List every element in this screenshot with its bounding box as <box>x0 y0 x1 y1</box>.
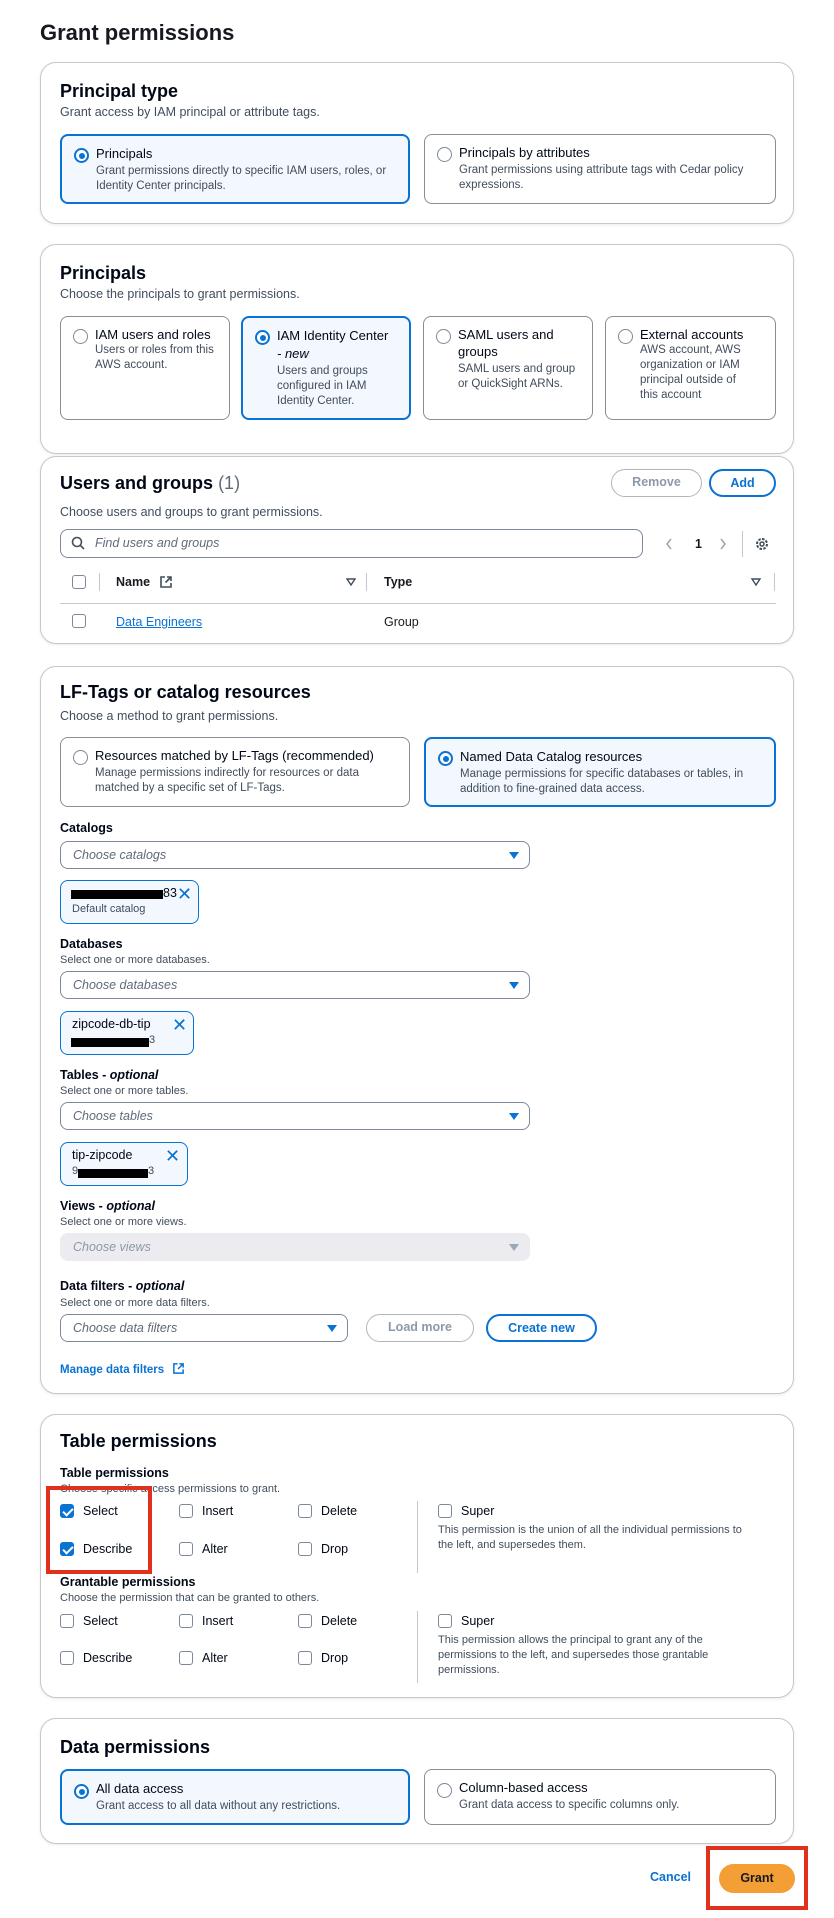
grant-alter-checkbox[interactable] <box>179 1651 193 1665</box>
super-note: This permission is the union of all the individual permissions to <box>438 1524 742 1536</box>
views-label <box>60 1199 155 1213</box>
divider <box>99 573 100 591</box>
database-token-name: zipcode-db-tip <box>72 1017 151 1031</box>
radio-selected[interactable] <box>74 1784 89 1799</box>
cancel-button[interactable]: Cancel <box>650 1870 691 1884</box>
option-label: Principals by attributes <box>459 145 590 160</box>
principal-type-description: Grant access by IAM principal or attribute tags. <box>60 105 320 119</box>
principal-type-card <box>40 62 794 224</box>
grant-super-note: permissions. <box>438 1664 500 1676</box>
tables-placeholder: Choose tables <box>73 1109 153 1123</box>
sort-icon[interactable] <box>346 577 356 587</box>
catalog-token-sub: Default catalog <box>72 903 146 915</box>
data-filters-select[interactable] <box>60 1314 348 1342</box>
principals-option-iam-users-roles[interactable] <box>60 316 230 420</box>
database-token <box>60 1011 194 1055</box>
option-label: SAML users and <box>458 327 554 342</box>
table-token-id: 3 <box>148 1165 155 1177</box>
table-token <box>60 1142 188 1186</box>
grant-describe-label: Describe <box>83 1651 133 1665</box>
principal-type-title: Principal type <box>60 81 179 101</box>
remove-token-icon[interactable]: ✕ <box>177 884 193 904</box>
option-label-new: - new <box>277 346 309 361</box>
option-desc: Grant data access to specific columns only. <box>459 1799 680 1811</box>
users-groups-title <box>60 473 240 494</box>
super-label: Super <box>461 1504 495 1518</box>
data-permissions-option-all[interactable] <box>60 1769 410 1825</box>
drop-label: Drop <box>321 1542 349 1556</box>
sort-icon[interactable] <box>751 577 761 587</box>
option-label: All data access <box>96 1781 184 1796</box>
chevron-left-icon[interactable] <box>664 537 674 551</box>
radio-unselected[interactable] <box>437 147 452 162</box>
users-groups-title-text: Users and groups <box>60 473 214 493</box>
option-desc: AWS account. <box>95 359 168 371</box>
option-label: Resources matched by LF-Tags (recommended) <box>95 748 374 763</box>
option-label: IAM Identity Center <box>277 328 389 343</box>
option-desc: expressions. <box>459 179 524 191</box>
catalog-token-id: 83 <box>163 886 177 900</box>
option-desc: organization or IAM <box>640 359 740 371</box>
grant-insert-label: Insert <box>202 1614 234 1628</box>
page-title: Grant permissions <box>40 20 235 45</box>
databases-placeholder: Choose databases <box>73 978 178 992</box>
lf-tags-card <box>40 666 794 1394</box>
views-placeholder: Choose views <box>73 1240 151 1254</box>
users-groups-description: Choose users and groups to grant permissions. <box>60 505 323 519</box>
optional-label: optional <box>106 1199 155 1213</box>
option-desc: SAML users and group <box>458 363 576 375</box>
grant-super-note: This permission allows the principal to grant any of the <box>438 1634 703 1646</box>
user-group-type: Group <box>384 615 419 629</box>
external-link-icon <box>172 1362 185 1375</box>
grant-select-label: Select <box>83 1614 118 1628</box>
data-permissions-title: Data permissions <box>60 1737 211 1757</box>
lf-tags-title: LF-Tags or catalog resources <box>60 682 311 702</box>
chevron-right-icon[interactable] <box>718 537 728 551</box>
option-desc: Grant access to all data without any restrictions. <box>96 1800 341 1812</box>
grantable-permissions-label: Grantable permissions <box>60 1575 196 1589</box>
tables-sub: Select one or more tables. <box>60 1085 189 1097</box>
option-desc: matched by a specific set of LF-Tags. <box>95 782 285 794</box>
user-group-link[interactable]: Data Engineers <box>116 615 203 629</box>
option-desc: addition to fine-grained data access. <box>460 783 645 795</box>
data-filters-sub: Select one or more data filters. <box>60 1297 210 1309</box>
principals-option-identity-center[interactable] <box>241 316 411 420</box>
caret-down-icon <box>509 852 519 859</box>
caret-down-icon <box>509 1113 519 1120</box>
catalogs-placeholder: Choose catalogs <box>73 848 167 862</box>
option-label: groups <box>458 344 498 359</box>
gear-icon[interactable] <box>754 536 770 552</box>
databases-select[interactable] <box>60 971 530 999</box>
add-button[interactable]: Add <box>709 469 776 497</box>
alter-label: Alter <box>202 1542 228 1556</box>
external-link-icon <box>159 575 173 589</box>
grant-alter-label: Alter <box>202 1651 228 1665</box>
option-desc: AWS account, AWS <box>640 344 741 356</box>
principal-type-option-attributes[interactable] <box>424 134 776 204</box>
principals-option-saml[interactable] <box>423 316 593 420</box>
databases-sub: Select one or more databases. <box>60 954 210 966</box>
tables-select[interactable] <box>60 1102 530 1130</box>
option-label: Principals <box>96 146 153 161</box>
option-desc: Manage permissions for specific databases or tables, in <box>460 768 744 780</box>
grant-delete-checkbox[interactable] <box>298 1614 312 1628</box>
option-label: Named Data Catalog resources <box>460 749 643 764</box>
grant-super-note: permissions to the left, and supersedes those grantable <box>438 1649 709 1661</box>
data-filters-placeholder: Choose data filters <box>73 1321 178 1335</box>
super-note: the left, and supersedes them. <box>438 1539 586 1551</box>
table-token-name: tip-zipcode <box>72 1148 133 1162</box>
redacted-text <box>71 890 163 899</box>
data-filters-label <box>60 1279 184 1293</box>
super-checkbox[interactable] <box>438 1504 452 1518</box>
option-desc: Grant permissions using attribute tags with Cedar policy <box>459 164 744 176</box>
views-sub: Select one or more views. <box>60 1216 187 1228</box>
grant-drop-label: Drop <box>321 1651 349 1665</box>
optional-label: optional <box>109 1068 159 1082</box>
search-placeholder: Find users and groups <box>95 536 220 550</box>
grant-button[interactable]: Grant <box>719 1864 795 1893</box>
remove-token-icon[interactable]: ✕ <box>165 1146 181 1166</box>
column-header-type[interactable]: Type <box>384 575 413 589</box>
caret-down-icon <box>509 1244 519 1251</box>
option-label: External accounts <box>640 327 744 342</box>
insert-label: Insert <box>202 1504 234 1518</box>
radio-selected[interactable] <box>255 330 270 345</box>
radio-unselected[interactable] <box>73 329 88 344</box>
data-permissions-card <box>40 1718 794 1844</box>
redacted-text <box>78 1169 148 1178</box>
principal-type-option-principals[interactable] <box>60 134 410 204</box>
lf-tags-option-lf-tags[interactable] <box>60 737 410 807</box>
redacted-text <box>71 1038 149 1047</box>
views-select <box>60 1233 530 1261</box>
option-desc: Users or roles from this <box>95 344 214 356</box>
principals-card <box>40 244 794 454</box>
grant-describe-checkbox[interactable] <box>60 1651 74 1665</box>
describe-label: Describe <box>83 1542 133 1556</box>
table-permissions-card <box>40 1414 794 1698</box>
lf-tags-option-named-resources[interactable] <box>424 737 776 807</box>
insert-checkbox[interactable] <box>179 1504 193 1518</box>
option-desc: principal outside of <box>640 374 736 386</box>
select-all-checkbox[interactable] <box>72 575 86 589</box>
tables-label <box>60 1068 158 1082</box>
caret-down-icon <box>509 982 519 989</box>
grant-drop-checkbox[interactable] <box>298 1651 312 1665</box>
databases-label: Databases <box>60 937 123 951</box>
page-number[interactable]: 1 <box>695 537 702 551</box>
option-desc: Identity Center. <box>277 395 355 407</box>
principals-description: Choose the principals to grant permissions. <box>60 287 300 301</box>
option-label: IAM users and roles <box>95 327 211 342</box>
highlight-box <box>706 1846 808 1910</box>
optional-label: optional <box>135 1279 185 1293</box>
grant-super-label: Super <box>461 1614 495 1628</box>
option-desc: Users and groups <box>277 365 368 377</box>
divider <box>742 531 743 557</box>
database-token-id: 3 <box>149 1034 156 1046</box>
delete-checkbox[interactable] <box>298 1504 312 1518</box>
delete-label: Delete <box>321 1504 358 1518</box>
option-desc: this account <box>640 389 702 401</box>
catalogs-select[interactable] <box>60 841 530 869</box>
principals-option-external-accounts[interactable] <box>605 316 776 420</box>
data-permissions-option-column[interactable] <box>424 1769 776 1825</box>
search-input[interactable] <box>60 529 643 558</box>
remove-button[interactable]: Remove <box>611 469 702 497</box>
option-desc: Manage permissions indirectly for resources or data <box>95 767 359 779</box>
option-desc: Grant permissions directly to specific IAM users, roles, or <box>96 165 387 177</box>
row-checkbox[interactable] <box>72 614 86 628</box>
divider <box>366 573 367 591</box>
select-label: Select <box>83 1504 118 1518</box>
grantable-permissions-sub: Choose the permission that can be granted to others. <box>60 1592 320 1604</box>
table-permissions-label: Table permissions <box>60 1466 169 1480</box>
radio-unselected[interactable] <box>436 329 451 344</box>
drop-checkbox[interactable] <box>298 1542 312 1556</box>
highlight-box <box>46 1486 152 1574</box>
principals-title: Principals <box>60 263 147 283</box>
users-groups-card <box>40 456 794 644</box>
radio-unselected[interactable] <box>73 750 88 765</box>
option-label: Column-based access <box>459 1780 588 1795</box>
divider <box>417 1501 418 1573</box>
grant-super-checkbox[interactable] <box>438 1614 452 1628</box>
views-label-text: Views - <box>60 1199 107 1213</box>
manage-data-filters-link[interactable] <box>60 1360 185 1378</box>
caret-down-icon <box>327 1325 337 1332</box>
manage-data-filters-text[interactable]: Manage data filters <box>60 1364 165 1376</box>
divider <box>774 573 775 591</box>
radio-unselected[interactable] <box>618 329 633 344</box>
alter-checkbox[interactable] <box>179 1542 193 1556</box>
create-new-button[interactable]: Create new <box>486 1314 597 1342</box>
column-header-name[interactable]: Name <box>116 575 151 589</box>
users-groups-count: (1) <box>218 473 241 493</box>
grant-delete-label: Delete <box>321 1614 358 1628</box>
search-icon <box>71 536 86 551</box>
catalog-token <box>60 880 199 924</box>
remove-token-icon[interactable]: ✕ <box>172 1015 188 1035</box>
table-header-divider <box>60 603 776 604</box>
option-desc: configured in IAM <box>277 380 367 392</box>
catalogs-label: Catalogs <box>60 821 113 835</box>
load-more-button[interactable]: Load more <box>366 1314 474 1342</box>
radio-selected[interactable] <box>74 148 89 163</box>
divider <box>417 1611 418 1683</box>
table-row <box>60 607 776 639</box>
grant-select-checkbox[interactable] <box>60 1614 74 1628</box>
lf-tags-description: Choose a method to grant permissions. <box>60 709 279 723</box>
table-permissions-title: Table permissions <box>60 1431 217 1451</box>
option-desc: or QuickSight ARNs. <box>458 378 563 390</box>
option-desc: Identity Center principals. <box>96 180 226 192</box>
grant-insert-checkbox[interactable] <box>179 1614 193 1628</box>
tables-label-text: Tables - <box>60 1068 110 1082</box>
data-filters-label-text: Data filters - <box>60 1279 136 1293</box>
table-permissions-sub: Choose specific access permissions to grant. <box>60 1483 281 1495</box>
radio-unselected[interactable] <box>437 1783 452 1798</box>
radio-selected[interactable] <box>438 751 453 766</box>
table-token-id-prefix: 9 <box>72 1165 79 1177</box>
